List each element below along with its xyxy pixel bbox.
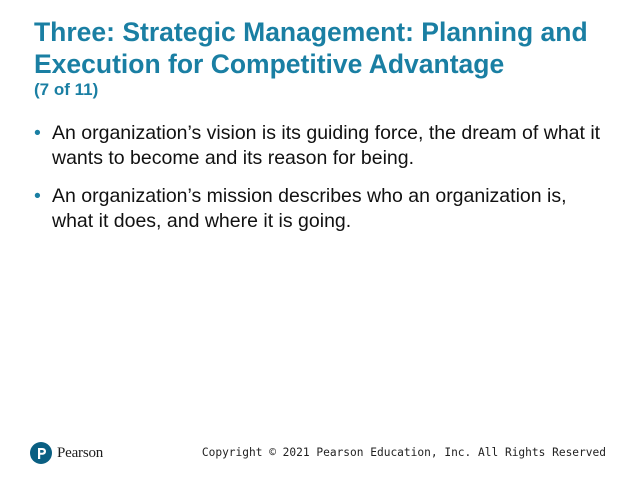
bullet-item (34, 121, 604, 171)
slide-title: Three: Strategic Management: Planning and Execution for Competitive Advantage (34, 17, 588, 79)
bullet-text: An organization’s mission describes who an organization is, what it does, and where it is going. (52, 185, 567, 232)
bullet-list (34, 121, 604, 247)
slide-footer (0, 436, 638, 472)
slide-subtitle: (7 of 11) (34, 80, 99, 99)
bullet-text: An organization’s vision is its guiding force, the dream of what it wants to become and its reason for being. (52, 122, 601, 169)
pearson-logo (30, 440, 103, 466)
bullet-marker: • (34, 122, 41, 144)
copyright-notice: Copyright © 2021 Pearson Education, Inc. All Rights Reserved (201, 446, 606, 459)
pearson-p-icon (30, 442, 52, 464)
slide-title-block (34, 16, 624, 100)
bullet-marker: • (34, 185, 41, 207)
pearson-logo-text: Pearson (57, 444, 104, 461)
bullet-item (34, 184, 604, 234)
